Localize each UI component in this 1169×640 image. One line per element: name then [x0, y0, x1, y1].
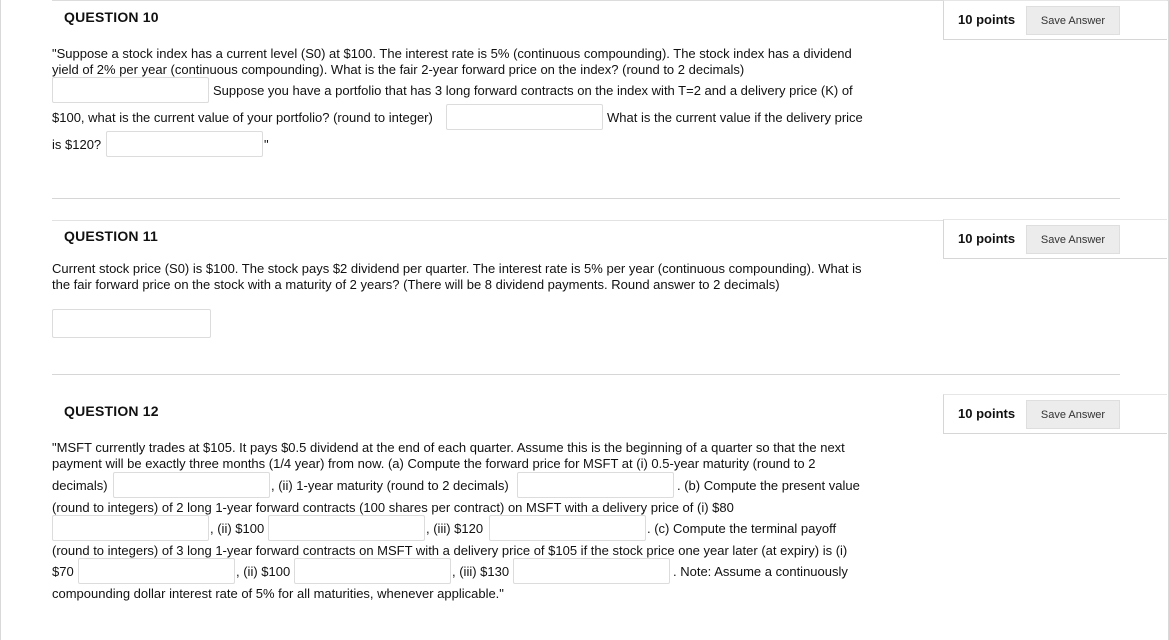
points-label: 10 points — [958, 231, 1016, 246]
points-box — [943, 0, 1167, 40]
points-box — [943, 219, 1167, 259]
answer-input-forward-price[interactable] — [52, 77, 209, 103]
question-text-line: , (iii) $130 — [452, 564, 510, 579]
question-text-line: . (c) Compute the terminal payoff — [647, 521, 837, 536]
question-10 — [0, 0, 1169, 220]
answer-input-forward-0-5yr[interactable] — [113, 472, 270, 498]
question-11 — [0, 219, 1169, 379]
question-divider — [52, 198, 1120, 199]
question-text-line: $100, what is the current value of your portfolio? (round to integer) — [52, 110, 433, 125]
question-text-line: What is the current value if the delivery price — [607, 110, 863, 125]
question-text: Current stock price (S0) is $100. The stock pays $2 dividend per quarter. The interest rate is 5% per year (continuous compounding). What is the fair forward price on the stock with a maturity of 2 years? (There will be 8 dividend payments. Round answer to 2 decimals) — [52, 261, 862, 292]
points-box — [943, 394, 1167, 434]
answer-input-value-120[interactable] — [106, 131, 263, 157]
save-answer-button[interactable]: Save Answer — [1026, 400, 1120, 429]
question-12 — [0, 394, 1169, 640]
question-text: "Suppose a stock index has a current level (S0) at $100. The interest rate is 5% (continuous compounding). The stock index has a dividend yield of 2% per year (continuous compounding). What is the fair 2-year forward price on the index? (round to 2 decimals) — [52, 46, 852, 77]
answer-input-pv-80[interactable] — [52, 515, 209, 541]
question-text-line: is $120? — [52, 137, 102, 152]
question-text-line: (round to integers) of 2 long 1-year forward contracts (100 shares per contract) on MSFT with a delivery price of (i) $80 — [52, 500, 734, 515]
points-label: 10 points — [958, 406, 1016, 421]
question-divider — [52, 374, 1120, 375]
answer-input-pv-120[interactable] — [489, 515, 646, 541]
question-text-line: , (ii) 1-year maturity (round to 2 decimals) — [271, 478, 509, 493]
question-text: "MSFT currently trades at $105. It pays $0.5 dividend at the end of each quarter. Assume this is the beginning of a quarter so that the next payment will be exactly three months (1/4 year) from now. (a) Compute the forward price for MSFT at (i) 0.5-year maturity (round to 2 — [52, 440, 845, 471]
question-text-line: decimals) — [52, 478, 108, 493]
answer-input-payoff-100[interactable] — [294, 558, 451, 584]
question-text-line: $70 — [52, 564, 74, 579]
answer-input-payoff-70[interactable] — [78, 558, 235, 584]
question-text-line: . (b) Compute the present value — [677, 478, 860, 493]
question-text-line: , (iii) $120 — [426, 521, 484, 536]
points-label: 10 points — [958, 12, 1016, 27]
question-text-line: (round to integers) of 3 long 1-year forward contracts on MSFT with a delivery price of $105 if the stock price one year later (at expiry) is (i) — [52, 543, 848, 558]
save-answer-button[interactable]: Save Answer — [1026, 225, 1120, 254]
question-text-line: , (ii) $100 — [236, 564, 291, 579]
question-text-line: . Note: Assume a continuously — [673, 564, 848, 579]
closing-quote: " — [264, 137, 269, 152]
answer-input-portfolio-value[interactable] — [446, 104, 603, 130]
answer-input-pv-100[interactable] — [268, 515, 425, 541]
question-title: QUESTION 11 — [64, 228, 159, 244]
question-title: QUESTION 10 — [64, 9, 159, 25]
answer-input-forward-price[interactable] — [52, 309, 211, 338]
answer-input-payoff-130[interactable] — [513, 558, 670, 584]
answer-input-forward-1yr[interactable] — [517, 472, 674, 498]
save-answer-button[interactable]: Save Answer — [1026, 6, 1120, 35]
question-text-line: compounding dollar interest rate of 5% for all maturities, whenever applicable." — [52, 586, 504, 601]
question-title: QUESTION 12 — [64, 403, 159, 419]
question-text-line: , (ii) $100 — [210, 521, 265, 536]
question-text-line: Suppose you have a portfolio that has 3 long forward contracts on the index with T=2 and a delivery price (K) of — [213, 83, 853, 98]
